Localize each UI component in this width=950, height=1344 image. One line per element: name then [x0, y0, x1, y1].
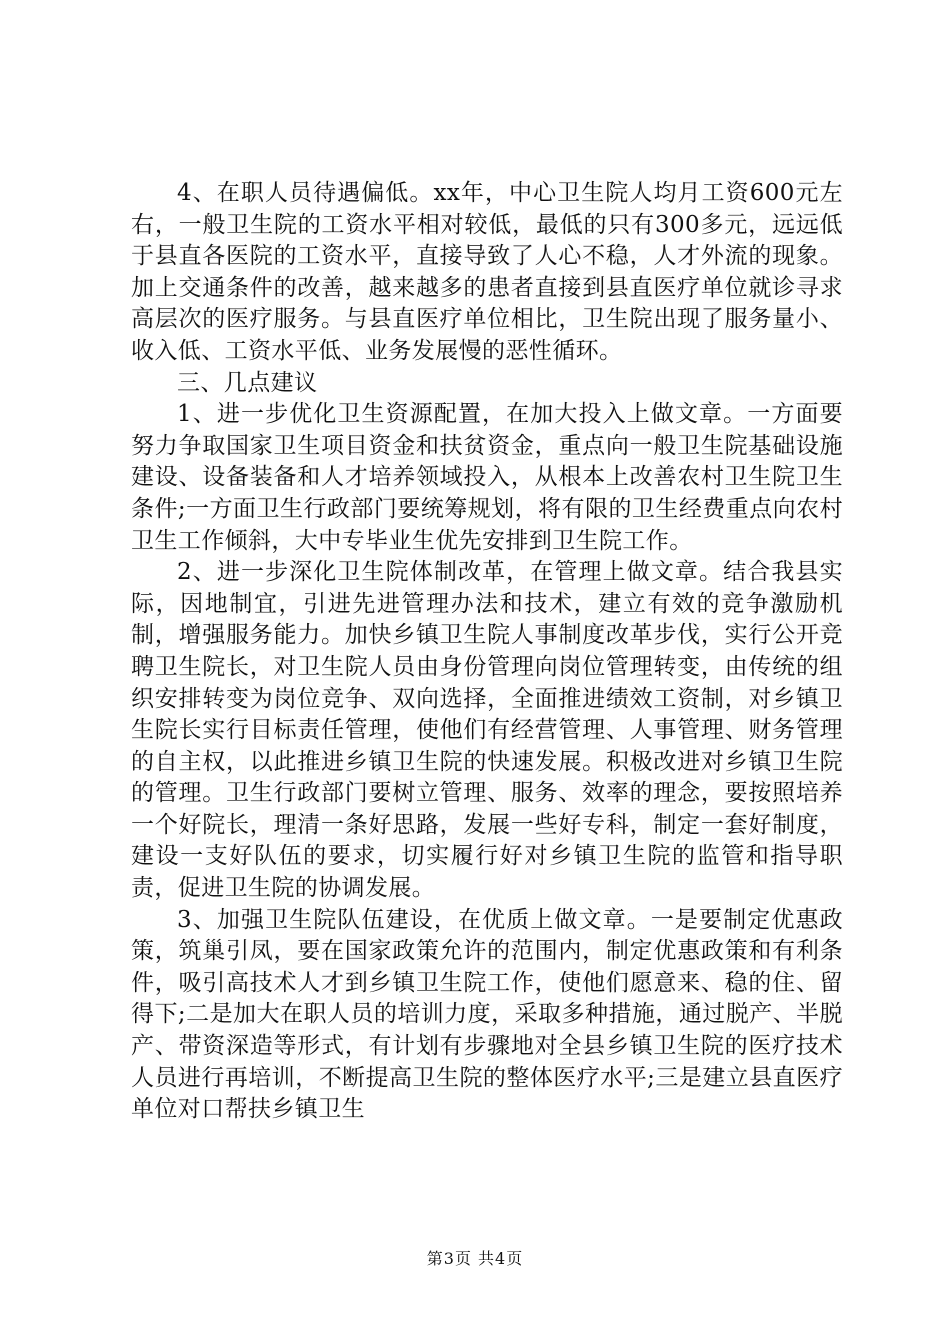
paragraph-suggestion-2: 2、进一步深化卫生院体制改革，在管理上做文章。结合我县实际，因地制宜，引进先进管理办法和技术，建立有效的竞争激励机制，增强服务能力。加快乡镇卫生院人事制度改革步伐，实行公开竞聘卫生院长，对卫生院人员由身份管理向岗位管理转变，由传统的组织安排转变为岗位竞争、双向选择，全面推进绩效工资制，对乡镇卫生院长实行目标责任管理，使他们有经营管理、人事管理、财务管理的自主权，以此推进乡镇卫生院的快速发展。积极改进对乡镇卫生院的管理。卫生行政部门要树立管理、服务、效率的理念，要按照培养一个好院长，理清一条好思路，发展一些好专科，制定一套好制度，建设一支好队伍的要求，切实履行好对乡镇卫生院的监管和指导职责，促进卫生院的协调发展。 [131, 559, 843, 902]
page-number-footer: 第3页 共4页 [426, 1249, 524, 1268]
document-body [131, 178, 843, 1126]
paragraph-staff-pay: 4、在职人员待遇偏低。xx年，中心卫生院人均月工资600元左右，一般卫生院的工资水平相对较低，最低的只有300多元，远远低于县直各医院的工资水平，直接导致了人心不稳，人才外流的现象。加上交通条件的改善，越来越多的患者直接到县直医疗单位就诊寻求高层次的医疗服务。与县直医疗单位相比，卫生院出现了服务量小、收入低、工资水平低、业务发展慢的恶性循环。 [131, 180, 843, 364]
paragraph-suggestion-3: 3、加强卫生院队伍建设，在优质上做文章。一是要制定优惠政策，筑巢引凤，要在国家政策允许的范围内，制定优惠政策和有利条件，吸引高技术人才到乡镇卫生院工作，使他们愿意来、稳的住、留得下;二是加大在职人员的培训力度，采取多种措施，通过脱产、半脱产、带资深造等形式，有计划有步骤地对全县乡镇卫生院的医疗技术人员进行再培训，不断提高卫生院的整体医疗水平;三是建立县直医疗单位对口帮扶乡镇卫生 [131, 906, 843, 1123]
section-heading-suggestions: 三、几点建议 [177, 369, 318, 396]
paragraph-suggestion-1: 1、进一步优化卫生资源配置，在加大投入上做文章。一方面要努力争取国家卫生项目资金和扶贫资金，重点向一般卫生院基础设施建设、设备装备和人才培养领域投入，从根本上改善农村卫生院卫生条件;一方面卫生行政部门要统筹规划，将有限的卫生经费重点向农村卫生工作倾斜，大中专毕业生优先安排到卫生院工作。 [131, 401, 843, 554]
